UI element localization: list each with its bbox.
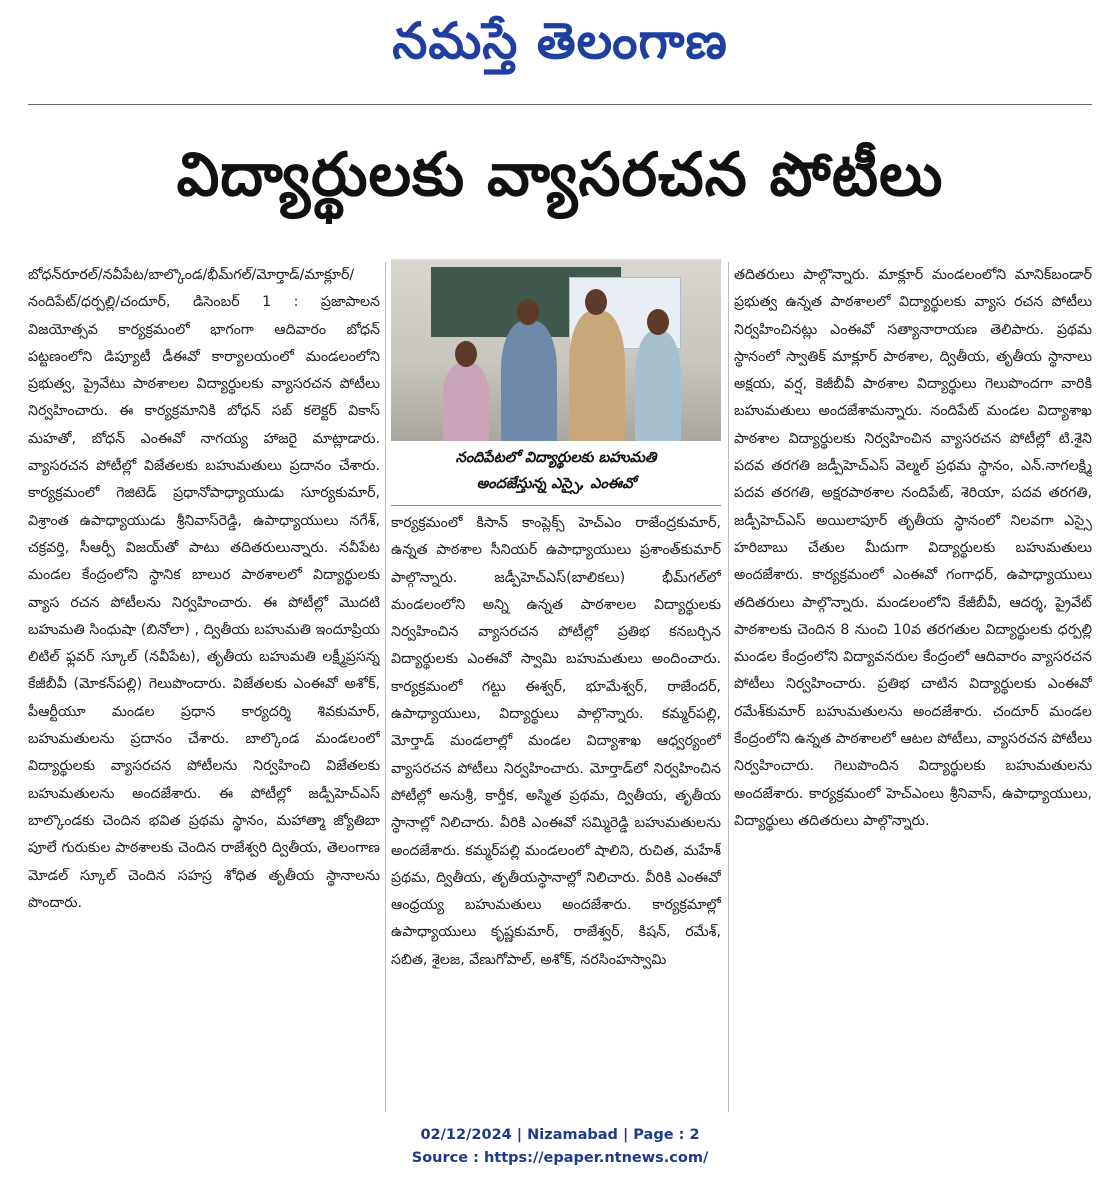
article-paragraph: తదితరులు పాల్గొన్నారు. మాక్లూర్ మండలంలోని మానిక్‌బండార్ ప్రభుత్వ ఉన్నత పాఠశాలలో విద్యార్థులకు వ్యాస రచన పోటీలు నిర్వహించినట్లు ఎంఈవో సత్యానారాయణ తెలిపారు. ప్రథమ స్థానంలో స్వాతిక్ మాక్లూర్ పాఠశాల, ద్వితీయ, తృతీయ స్థానాలు అక్షయ, వర్ష, కెజీబీవీ పాఠశాల విద్యార్థులు గెలుపొందగా వారికి బహుమతులు అందజేశామన్నారు. నందిపేట్ మండల విద్యాశాఖ పాఠశాల విద్యార్థులకు నిర్వహించిన వ్యాసరచన పోటీల్లో టి.శైని పదవ తరగతి జడ్పీహెచ్‌ఎస్ వెల్మల్ ప్రథమ స్థానం, ఎన్.నాగలక్ష్మి పదవ తరగతి, అక్షరపాఠశాల నందిపేట్, శెరియా, పదవ తరగతి, జడ్పీహెచ్‌ఎస్ అయిలాపూర్ తృతీయ స్థానంలో నిలవగా ఎస్సై హరిబాబు చేతుల మీదుగా విద్యార్థులకు బహుమతులు అందజేశారు. కార్యక్రమంలో ఎంఈవో గంగాధర్, ఉపాధ్యాయులు తదితరులు పాల్గొన్నారు. మండలంలోని కేజీబీవీ, ఆదర్శ, ప్రైవేట్ పాఠశాలకు చెందిన 8 నుంచి 10వ తరగతుల విద్యార్థులకు ధర్పల్లి మండల కేంద్రంలోని విద్యావనరుల కేంద్రంలో ఆదివారం వ్యాసరచన పోటీలు నిర్వహించారు. ప్రతిభ చాటిన విద్యార్థులకు ఎంఈవో రమేశ్‌కుమార్ బహుమతులను అందజేశారు. చందూర్ మండల కేంద్రంలోని ఉన్నత పాఠశాలలో ఆటల పోటీలు, వ్యాసరచన పోటీలు నిర్వహించారు. గెలుపొందిన విద్యార్థులకు బహుమతులను అందజేశారు. కార్యక్రమంలో హెచ్‌ఎంలు శ్రీనివాస్, ఉపాధ్యాయులు, విద్యార్థులు తదితరులు పాల్గొన్నారు.: [734, 267, 1092, 829]
source-link[interactable]: Source : https://epaper.ntnews.com/: [411, 1150, 709, 1166]
photo-person-head: [585, 289, 607, 315]
article-column-3: [734, 262, 1092, 1112]
column-divider: [728, 262, 729, 1112]
photo-caption-line: నందిపేటలో విద్యార్థులకు బహుమతి: [455, 450, 657, 466]
article-photo: [391, 259, 721, 441]
edition-info: 02/12/2024 | Nizamabad | Page : 2: [420, 1127, 700, 1143]
masthead-divider: [28, 104, 1092, 105]
photo-person: [443, 363, 489, 441]
page-footer: [0, 1124, 1120, 1170]
caption-divider: [391, 505, 721, 506]
photo-person: [635, 331, 681, 441]
photo-person-head: [647, 309, 669, 335]
newspaper-logo: నమస్తే తెలంగాణ: [392, 12, 728, 70]
photo-person-head: [517, 299, 539, 325]
masthead: [0, 6, 1120, 76]
photo-caption-line: అందజేస్తున్న ఎస్సై, ఎంఈవో: [476, 476, 636, 492]
article-headline: విద్యార్థులకు వ్యాసరచన పోటీలు: [176, 140, 944, 210]
photo-person: [501, 321, 557, 441]
article-paragraph: బోధన్‌రూరల్/నవీపేట/బాల్కొండ/భీమ్‌గల్/మోర్తాడ్/మాక్లూర్/నందిపేట్/ధర్పల్లి/చందూర్, డిసెంబర్ 1 : ప్రజాపాలన విజయోత్సవ కార్యక్రమంలో భాగంగా ఆదివారం బోధన్ పట్టణంలోని డిప్యూటీ డీఈవో కార్యాలయంలో మండలంలోని ప్రభుత్వ, ప్రైవేటు పాఠశాలల విద్యార్థులకు వ్యాసరచన పోటీలు నిర్వహించారు. ఈ కార్యక్రమానికి బోధన్ సబ్ కలెక్టర్ వికాస్ మహతో, బోధన్ ఎంఈవో నాగయ్య హాజరై మాట్లాడారు. వ్యాసరచన పోటీల్లో విజేతలకు బహుమతులు ప్రదానం చేశారు. కార్యక్రమంలో గెజిటెడ్ ప్రధానోపాధ్యాయుడు సూర్యకుమార్, విశ్రాంత ఉపాధ్యాయుడు శ్రీనివాస్‌రెడ్డి, ఉపాధ్యాయులు నగేశ్, చక్రవర్తి, సీఆర్పీ విజయ్‌తో పాటు తదితరులున్నారు. నవీపేట మండల కేంద్రంలోని స్థానిక బాలుర పాఠశాలలో విద్యార్థులకు వ్యాస రచన పోటీలను నిర్వహించారు. ఈ పోటీల్లో మొదటి బహుమతి సింధుషా (బినోలా) , ద్వితీయ బహుమతి ఇందూప్రియ లిటిల్ ఫ్లవర్ స్కూల్ (నవీపేట), తృతీయ బహుమతి లక్ష్మీప్రసన్న కేజీబీవీ (మోకన్‌పల్లి) గెలుపొందారు. విజేతలకు ఎంఈవో అశోక్, పీఆర్టీయూ మండల ప్రధాన కార్యదర్శి శివకుమార్, బహుమతులను ప్రదానం చేశారు. బాల్కొండ మండలంలో విద్యార్థులకు వ్యాసరచన పోటీలను నిర్వహించి విజేతలకు బహుమతులను అందజేశారు. ఈ పోటీల్లో జడ్పీహెచ్‌ఎస్ బాల్కొండకు చెందిన భవిత ప్రథమ స్థానం, మహాత్మా జ్యోతిబా పూలే గురుకుల పాఠశాలకు చెందిన రాజేశ్వరి ద్వితీయ, తెలంగాణ మోడల్ స్కూల్ చెందిన సహస్ర శోధిత తృతీయ స్థానాలను పొందారు.: [28, 267, 380, 911]
article-column-2: [391, 510, 721, 1112]
article-column-1: [28, 262, 380, 1112]
column-divider: [385, 262, 386, 1112]
photo-caption: [391, 443, 721, 505]
photo-person-head: [455, 341, 477, 367]
photo-person: [569, 311, 625, 441]
article-paragraph: కార్యక్రమంలో కిసాన్ కాంప్లెక్స్ హెచ్‌ఎం రాజేంద్రకుమార్, ఉన్నత పాఠశాల సీనియర్ ఉపాధ్యాయులు ప్రశాంత్‌కుమార్ పాల్గొన్నారు. జడ్పీహెచ్‌ఎస్(బాలికలు) భీమ్‌గల్‌లో మండలంలోని అన్ని ఉన్నత పాఠశాలల విద్యార్థులకు నిర్వహించిన వ్యాసరచన పోటీల్లో ప్రతిభ కనబర్చిన విద్యార్థులకు ఎంఈవో స్వామి బహుమతులు అందించారు. కార్యక్రమంలో గట్టు ఈశ్వర్, భూమేశ్వర్, రాజేందర్, ఉపాధ్యాయులు, విద్యార్థులు పాల్గొన్నారు. కమ్మర్‌పల్లి, మోర్తాడ్ మండలాల్లో మండల విద్యాశాఖ ఆధ్వర్యంలో వ్యాసరచన పోటీలు నిర్వహించారు. మోర్తాడ్‌లో నిర్వహించిన పోటీల్లో అనుశ్రీ, కార్తీక, అస్మిత ప్రథమ, ద్వితీయ, తృతీయ స్థానాల్లో నిలిచారు. వీరికి ఎంఈవో సమ్మిరెడ్డి బహుమతులను అందజేశారు. కమ్మర్‌పల్లి మండలంలో షాలిని, రుచిత, మహేశ్ ప్రథమ, ద్వితీయ, తృతీయస్థానాల్లో నిలిచారు. వీరికి ఎంఈవో ఆంధ్రయ్య బహుమతులు అందజేశారు. కార్యక్రమాల్లో ఉపాధ్యాయులు కృష్ణకుమార్, రాజేశ్వర్, కిషన్, రమేశ్, సబిత, శైలజ, వేణుగోపాల్, అశోక్, నరసింహస్వామి: [391, 515, 721, 968]
